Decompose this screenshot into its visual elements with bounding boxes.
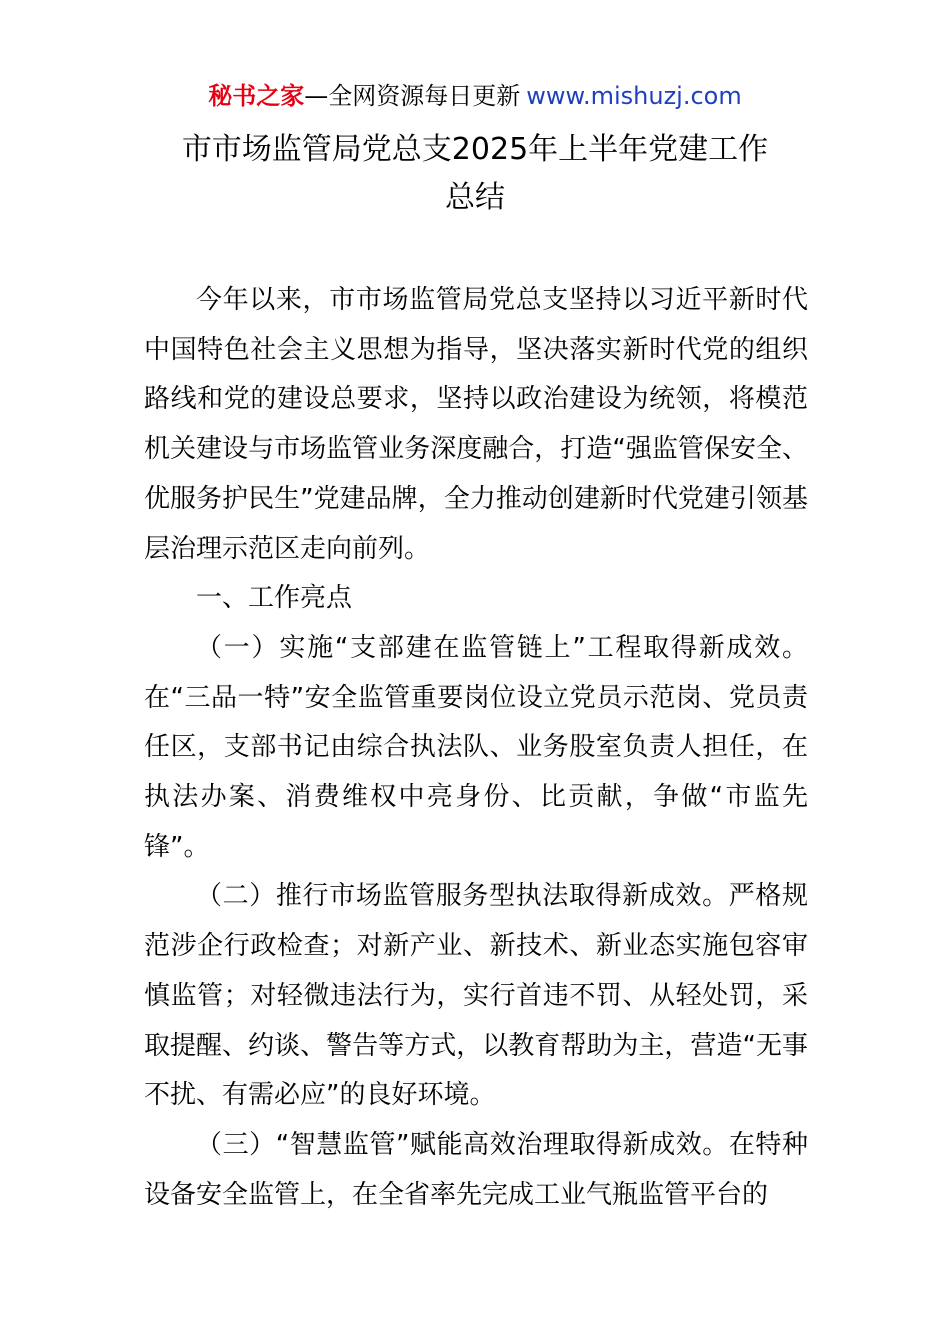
intro-paragraph: 今年以来，市市场监管局党总支坚持以习近平新时代中国特色社会主义思想为指导，坚决落实新时代党的组织路线和党的建设总要求，坚持以政治建设为统领，将模范机关建设与市场监管业务深度融合，打造“强监管保安全、优服务护民生”党建品牌，全力推动创建新时代党建引领基层治理示范区走向前列。: [144, 285, 808, 564]
document-title: [0, 126, 950, 222]
paragraph-item-2: （二）推行市场监管服务型执法取得新成效。严格规范涉企行政检查；对新产业、新技术、新业态实施包容审慎监管；对轻微违法行为，实行首违不罚、从轻处罚，采取提醒、约谈、警告等方式，以教育帮助为主，营造“无事不扰、有需必应”的良好环境。: [144, 881, 808, 1111]
banner-tagline: —全网资源每日更新: [304, 82, 521, 110]
banner-brand: 秘书之家: [208, 82, 305, 110]
section-heading-highlights: 一、工作亮点: [196, 583, 353, 614]
title-line-2: 总结: [445, 180, 505, 215]
paragraph-item-3: （三）“智慧监管”赋能高效治理取得新成效。在特种设备安全监管上，在全省率先完成工业气瓶监管平台的: [144, 1129, 808, 1210]
title-line-1: 市市场监管局党总支2025年上半年党建工作: [181, 132, 769, 167]
document-body: [144, 276, 808, 1220]
site-banner: [0, 80, 950, 112]
banner-url-link[interactable]: www.mishuzj.com: [526, 82, 742, 110]
paragraph-item-1: （一）实施“支部建在监管链上”工程取得新成效。在“三品一特”安全监管重要岗位设立党员示范岗、党员责任区，支部书记由综合执法队、业务股室负责人担任，在执法办案、消费维权中亮身份、比贡献，争做“市监先锋”。: [144, 632, 808, 862]
